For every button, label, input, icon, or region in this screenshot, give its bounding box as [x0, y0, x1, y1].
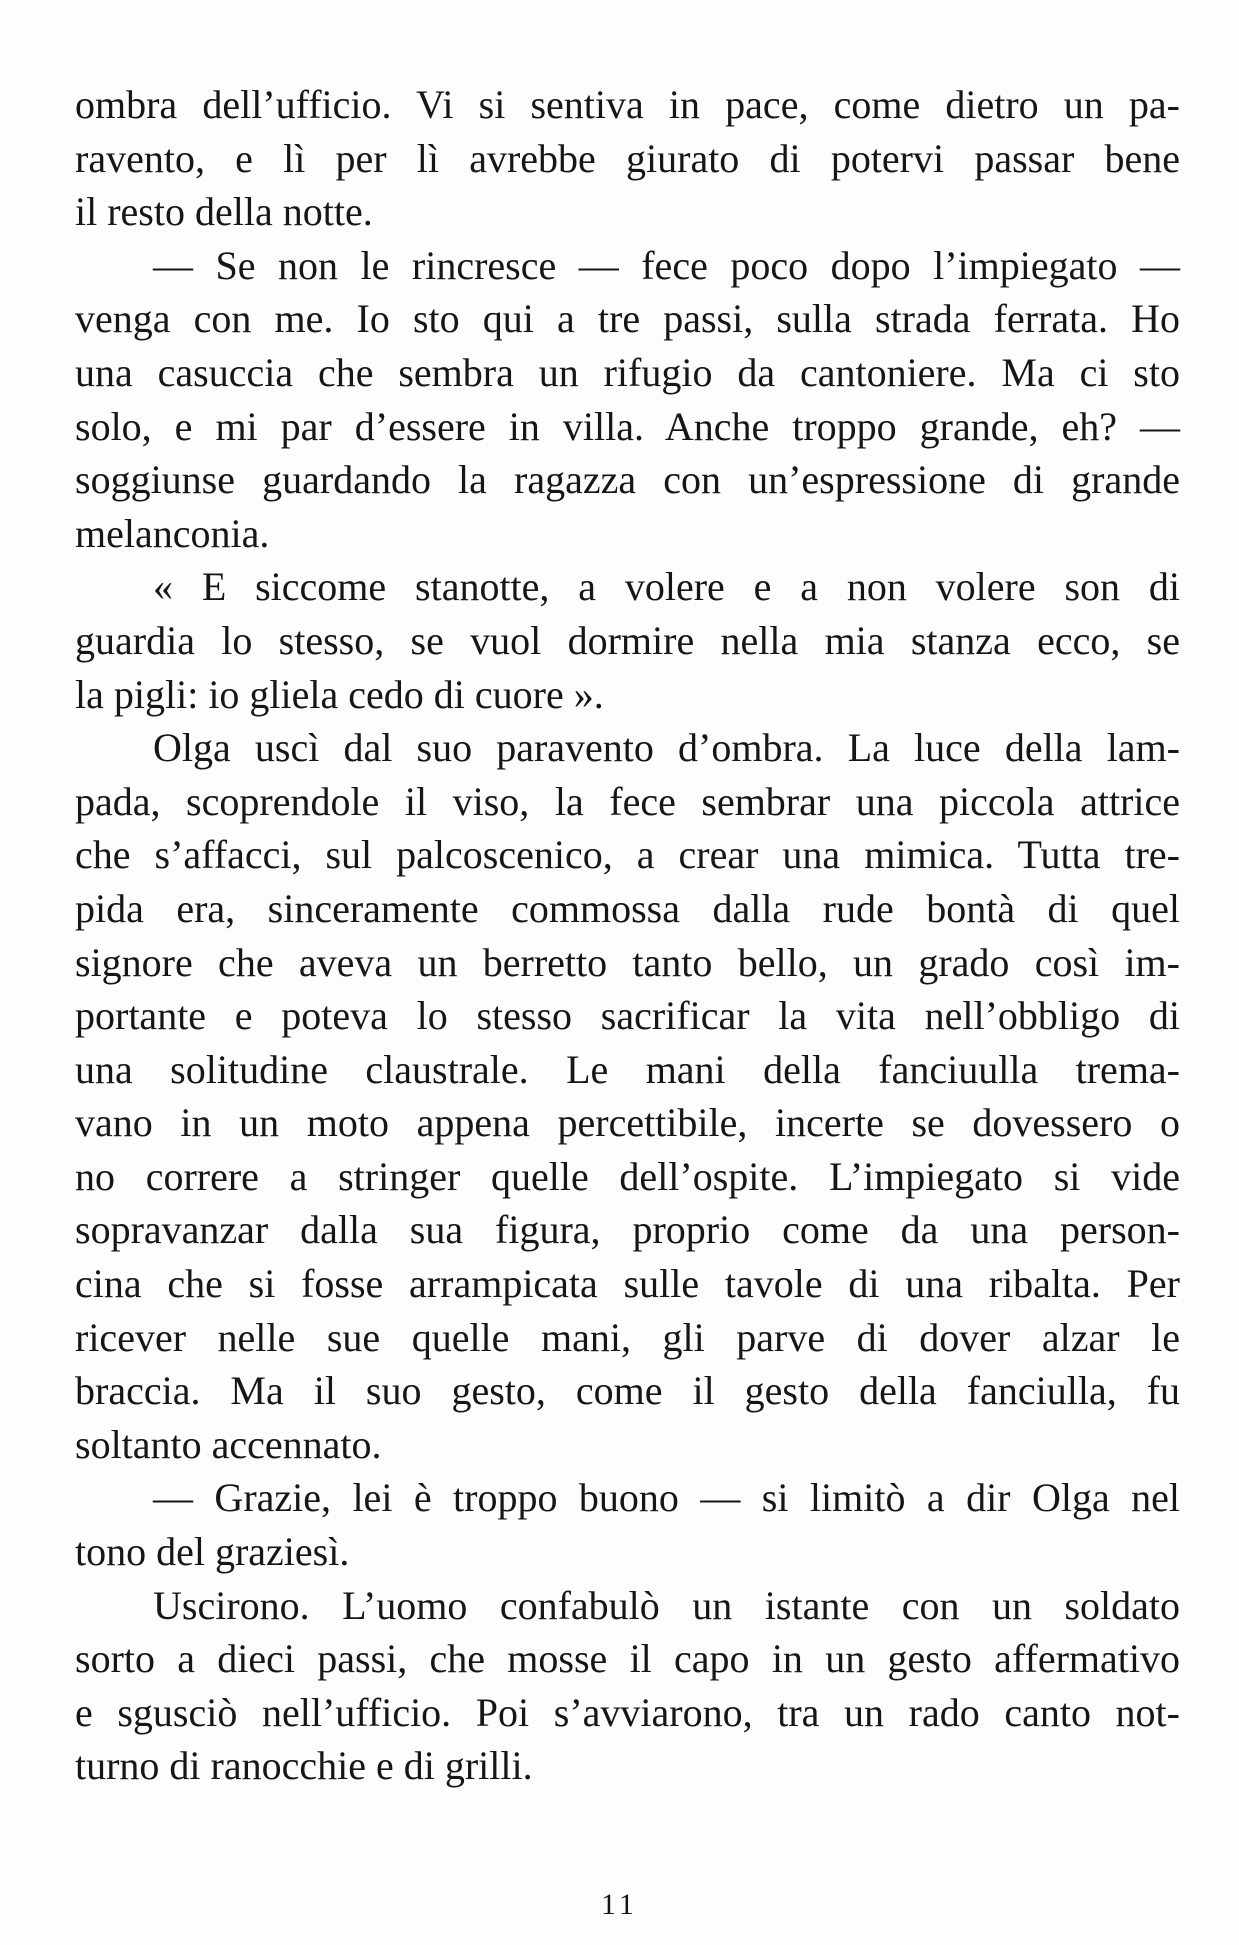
text-line: solo, e mi par d’essere in villa. Anche troppo grande, eh? —: [75, 403, 1180, 449]
text-line: signore che aveva un berretto tanto bello, un grado così im-: [75, 939, 1180, 985]
text-line: pada, scoprendole il viso, la fece sembrar una piccola attrice: [75, 778, 1180, 824]
text-line: Olga uscì dal suo paravento d’ombra. La luce della lam-: [153, 725, 1180, 771]
text-line: ombra dell’ufficio. Vi si sentiva in pace, come dietro un pa-: [75, 82, 1180, 127]
text-line: la pigli: io gliela cedo di cuore ».: [75, 671, 604, 717]
text-line: melanconia.: [75, 510, 270, 556]
text-line: — Grazie, lei è troppo buono — si limitò a dir Olga nel: [153, 1475, 1180, 1521]
text-line: tono del graziesì.: [75, 1529, 350, 1575]
text-line: — Se non le rincresce — fece poco dopo l’impiegato —: [153, 242, 1180, 288]
text-line: portante e poteva lo stesso sacrificar la vita nell’obbligo di: [75, 993, 1180, 1039]
text-line: turno di ranocchie e di grilli.: [75, 1743, 533, 1789]
text-line: ravento, e lì per lì avrebbe giurato di potervi passar bene: [75, 135, 1180, 181]
text-line: una casuccia che sembra un rifugio da cantoniere. Ma ci sto: [75, 349, 1180, 395]
text-line: guardia lo stesso, se vuol dormire nella mia stanza ecco, se: [75, 617, 1180, 663]
text-line: una solitudine claustrale. Le mani della fanciuulla trema-: [75, 1046, 1180, 1092]
text-line: « E siccome stanotte, a volere e a non volere son di: [153, 564, 1180, 610]
text-line: ricever nelle sue quelle mani, gli parve di dover alzar le: [75, 1314, 1180, 1360]
text-line: sopravanzar dalla sua figura, proprio come da una person-: [75, 1207, 1180, 1253]
text-line: il resto della notte.: [75, 189, 373, 235]
text-line: venga con me. Io sto qui a tre passi, sulla strada ferrata. Ho: [75, 296, 1180, 342]
text-line: vano in un moto appena percettibile, incerte se dovessero o: [75, 1100, 1180, 1146]
text-line: pida era, sinceramente commossa dalla rude bontà di quel: [75, 885, 1180, 931]
text-line: che s’affacci, sul palcoscenico, a crear una mimica. Tutta tre-: [75, 832, 1180, 878]
text-line: no correre a stringer quelle dell’ospite. L’impiegato si vide: [75, 1153, 1180, 1199]
text-line: braccia. Ma il suo gesto, come il gesto della fanciulla, fu: [75, 1368, 1180, 1414]
text-line: sorto a dieci passi, che mosse il capo in un gesto affermativo: [75, 1636, 1180, 1682]
body-text: [75, 78, 1180, 1793]
text-line: soltanto accennato.: [75, 1421, 382, 1467]
text-line: e sgusciò nell’ufficio. Poi s’avviarono, tra un rado canto not-: [75, 1689, 1180, 1735]
text-line: soggiunse guardando la ragazza con un’espressione di grande: [75, 457, 1180, 503]
text-line: cina che si fosse arrampicata sulle tavole di una ribalta. Per: [75, 1261, 1180, 1307]
text-line: Uscirono. L’uomo confabulò un istante con un soldato: [153, 1582, 1180, 1628]
page-number: 11: [601, 1888, 638, 1921]
